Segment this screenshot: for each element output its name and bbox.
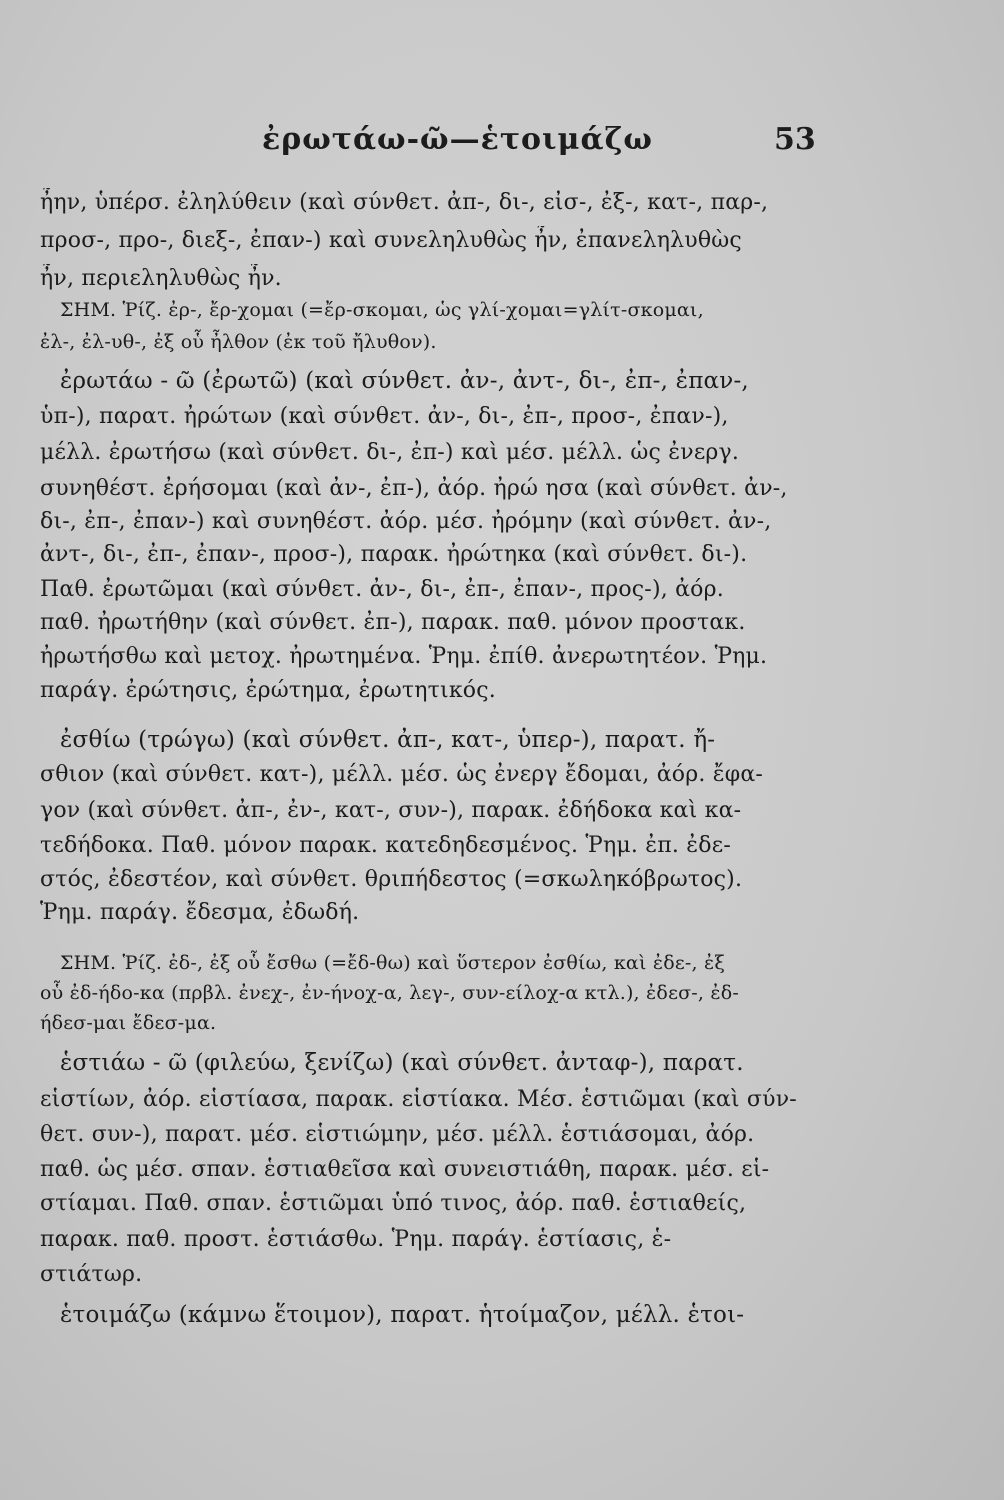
text-line: παράγ. ἐρώτησις, ἐρώτημα, ἐρωτητικός.	[40, 678, 496, 703]
text-line: δι-, ἐπ-, ἐπαν-) καὶ συνηθέστ. ἀόρ. μέσ. ἠρόμην (καὶ σύνθετ. ἀν-,	[40, 509, 772, 534]
note-line: ἐλ-, ἐλ-υθ-, ἐξ οὗ ἦλθον (ἐκ τοῦ ἤλυθον).	[40, 331, 437, 353]
text-line: στίαμαι. Παθ. σπαν. ἑστιῶμαι ὑπό τινος, ἀόρ. παθ. ἑστιαθείς,	[40, 1191, 747, 1216]
text-line: θετ. συν-), παρατ. μέσ. εἱστιώμην, μέσ. μέλλ. ἑστιάσομαι, ἀόρ.	[40, 1122, 755, 1147]
text-line: ἠρωτήσθω καὶ μετοχ. ἠρωτημένα. Ῥημ. ἐπίθ. ἀνερωτητέον. Ῥημ.	[40, 644, 768, 669]
text-line: ἦν, περιεληλυθὼς ἦν.	[40, 266, 282, 291]
page-number: 53	[774, 122, 816, 157]
text-line: μέλλ. ἐρωτήσω (καὶ σύνθετ. δι-, ἐπ-) καὶ μέσ. μέλλ. ὡς ἐνεργ.	[40, 440, 740, 465]
entry-head-hetoimazo: ἑτοιμάζω (κάμνω ἕτοιμον), παρατ. ἡτοίμαζον, μέλλ. ἑτοι-	[60, 1302, 745, 1328]
text-line: γον (καὶ σύνθετ. ἀπ-, ἐν-, κατ-, συν-), παρακ. ἐδήδοκα καὶ κα-	[40, 798, 742, 823]
text-line: Ῥημ. παράγ. ἔδεσμα, ἐδωδή.	[40, 900, 360, 925]
running-head-title: ἐρωτάω-ῶ—ἑτοιμάζω	[262, 122, 653, 157]
text-line: προσ-, προ-, διεξ-, ἐπαν-) καὶ συνεληλυθὼς ἦν, ἐπανεληλυθὼς	[40, 228, 742, 253]
text-line: ἀντ-, δι-, ἐπ-, ἐπαν-, προσ-), παρακ. ἠρώτηκα (καὶ σύνθετ. δι-).	[40, 542, 748, 567]
text-line: τεδήδοκα. Παθ. μόνον παρακ. κατεδηδεσμένος. Ῥημ. ἐπ. ἐδε-	[40, 833, 731, 858]
text-line: παθ. ὡς μέσ. σπαν. ἑστιαθεῖσα καὶ συνειστιάθη, παρακ. μέσ. εἱ-	[40, 1157, 770, 1182]
text-line: συνηθέστ. ἐρήσομαι (καὶ ἀν-, ἐπ-), ἀόρ. ἠρώ ησα (καὶ σύνθετ. ἀν-,	[40, 476, 788, 501]
note-line: ΣΗΜ. Ῥίζ. ἐδ-, ἐξ οὗ ἔσθω (=ἔδ-θω) καὶ ὕστερον ἐσθίω, καὶ ἐδε-, ἐξ	[60, 952, 726, 974]
note-line: ήδεσ-μαι ἔδεσ-μα.	[40, 1012, 217, 1034]
text-line: παρακ. παθ. προστ. ἑστιάσθω. Ῥημ. παράγ. ἑστίασις, ἑ-	[40, 1227, 672, 1252]
text-line: ἦην, ὑπέρσ. ἐληλύθειν (καὶ σύνθετ. ἀπ-, δι-, εἰσ-, ἐξ-, κατ-, παρ-,	[40, 190, 769, 215]
text-line: Παθ. ἐρωτῶμαι (καὶ σύνθετ. ἀν-, δι-, ἐπ-, ἐπαν-, προς-), ἀόρ.	[40, 577, 724, 602]
text-line: σθιον (καὶ σύνθετ. κατ-), μέλλ. μέσ. ὡς ἐνεργ ἔδομαι, ἀόρ. ἔφα-	[40, 762, 764, 787]
running-head	[0, 122, 1004, 172]
entry-head-erotao: ἐρωτάω - ῶ (ἐρωτῶ) (καὶ σύνθετ. ἀν-, ἀντ-, δι-, ἐπ-, ἐπαν-,	[60, 368, 749, 394]
note-line: οὗ ἐδ-ήδο-κα (πρβλ. ἐνεχ-, ἐν-ήνοχ-α, λεγ-, συν-είλοχ-α κτλ.), ἐδεσ-, ἐδ-	[40, 982, 740, 1004]
text-line: ὑπ-), παρατ. ἠρώτων (καὶ σύνθετ. ἀν-, δι-, ἐπ-, προσ-, ἐπαν-),	[40, 404, 729, 429]
entry-head-esthio: ἐσθίω (τρώγω) (καὶ σύνθετ. ἀπ-, κατ-, ὑπερ-), παρατ. ἤ-	[60, 727, 716, 753]
text-line: εἱστίων, ἀόρ. εἱστίασα, παρακ. εἱστίακα. Μέσ. ἑστιῶμαι (καὶ σύν-	[40, 1087, 797, 1112]
entry-head-hestiao: ἑστιάω - ῶ (φιλεύω, ξενίζω) (καὶ σύνθετ. ἀνταφ-), παρατ.	[60, 1050, 744, 1076]
note-line: ΣΗΜ. Ῥίζ. ἐρ-, ἔρ-χομαι (=ἔρ-σκομαι, ὡς γλί-χομαι=γλίτ-σκομαι,	[60, 299, 704, 321]
text-line: παθ. ἠρωτήθην (καὶ σύνθετ. ἐπ-), παρακ. παθ. μόνον προστακ.	[40, 610, 746, 635]
text-line: στιάτωρ.	[40, 1262, 143, 1287]
text-line: στός, ἐδεστέον, καὶ σύνθετ. θριπήδεστος (=σκωληκόβρωτος).	[40, 867, 743, 892]
